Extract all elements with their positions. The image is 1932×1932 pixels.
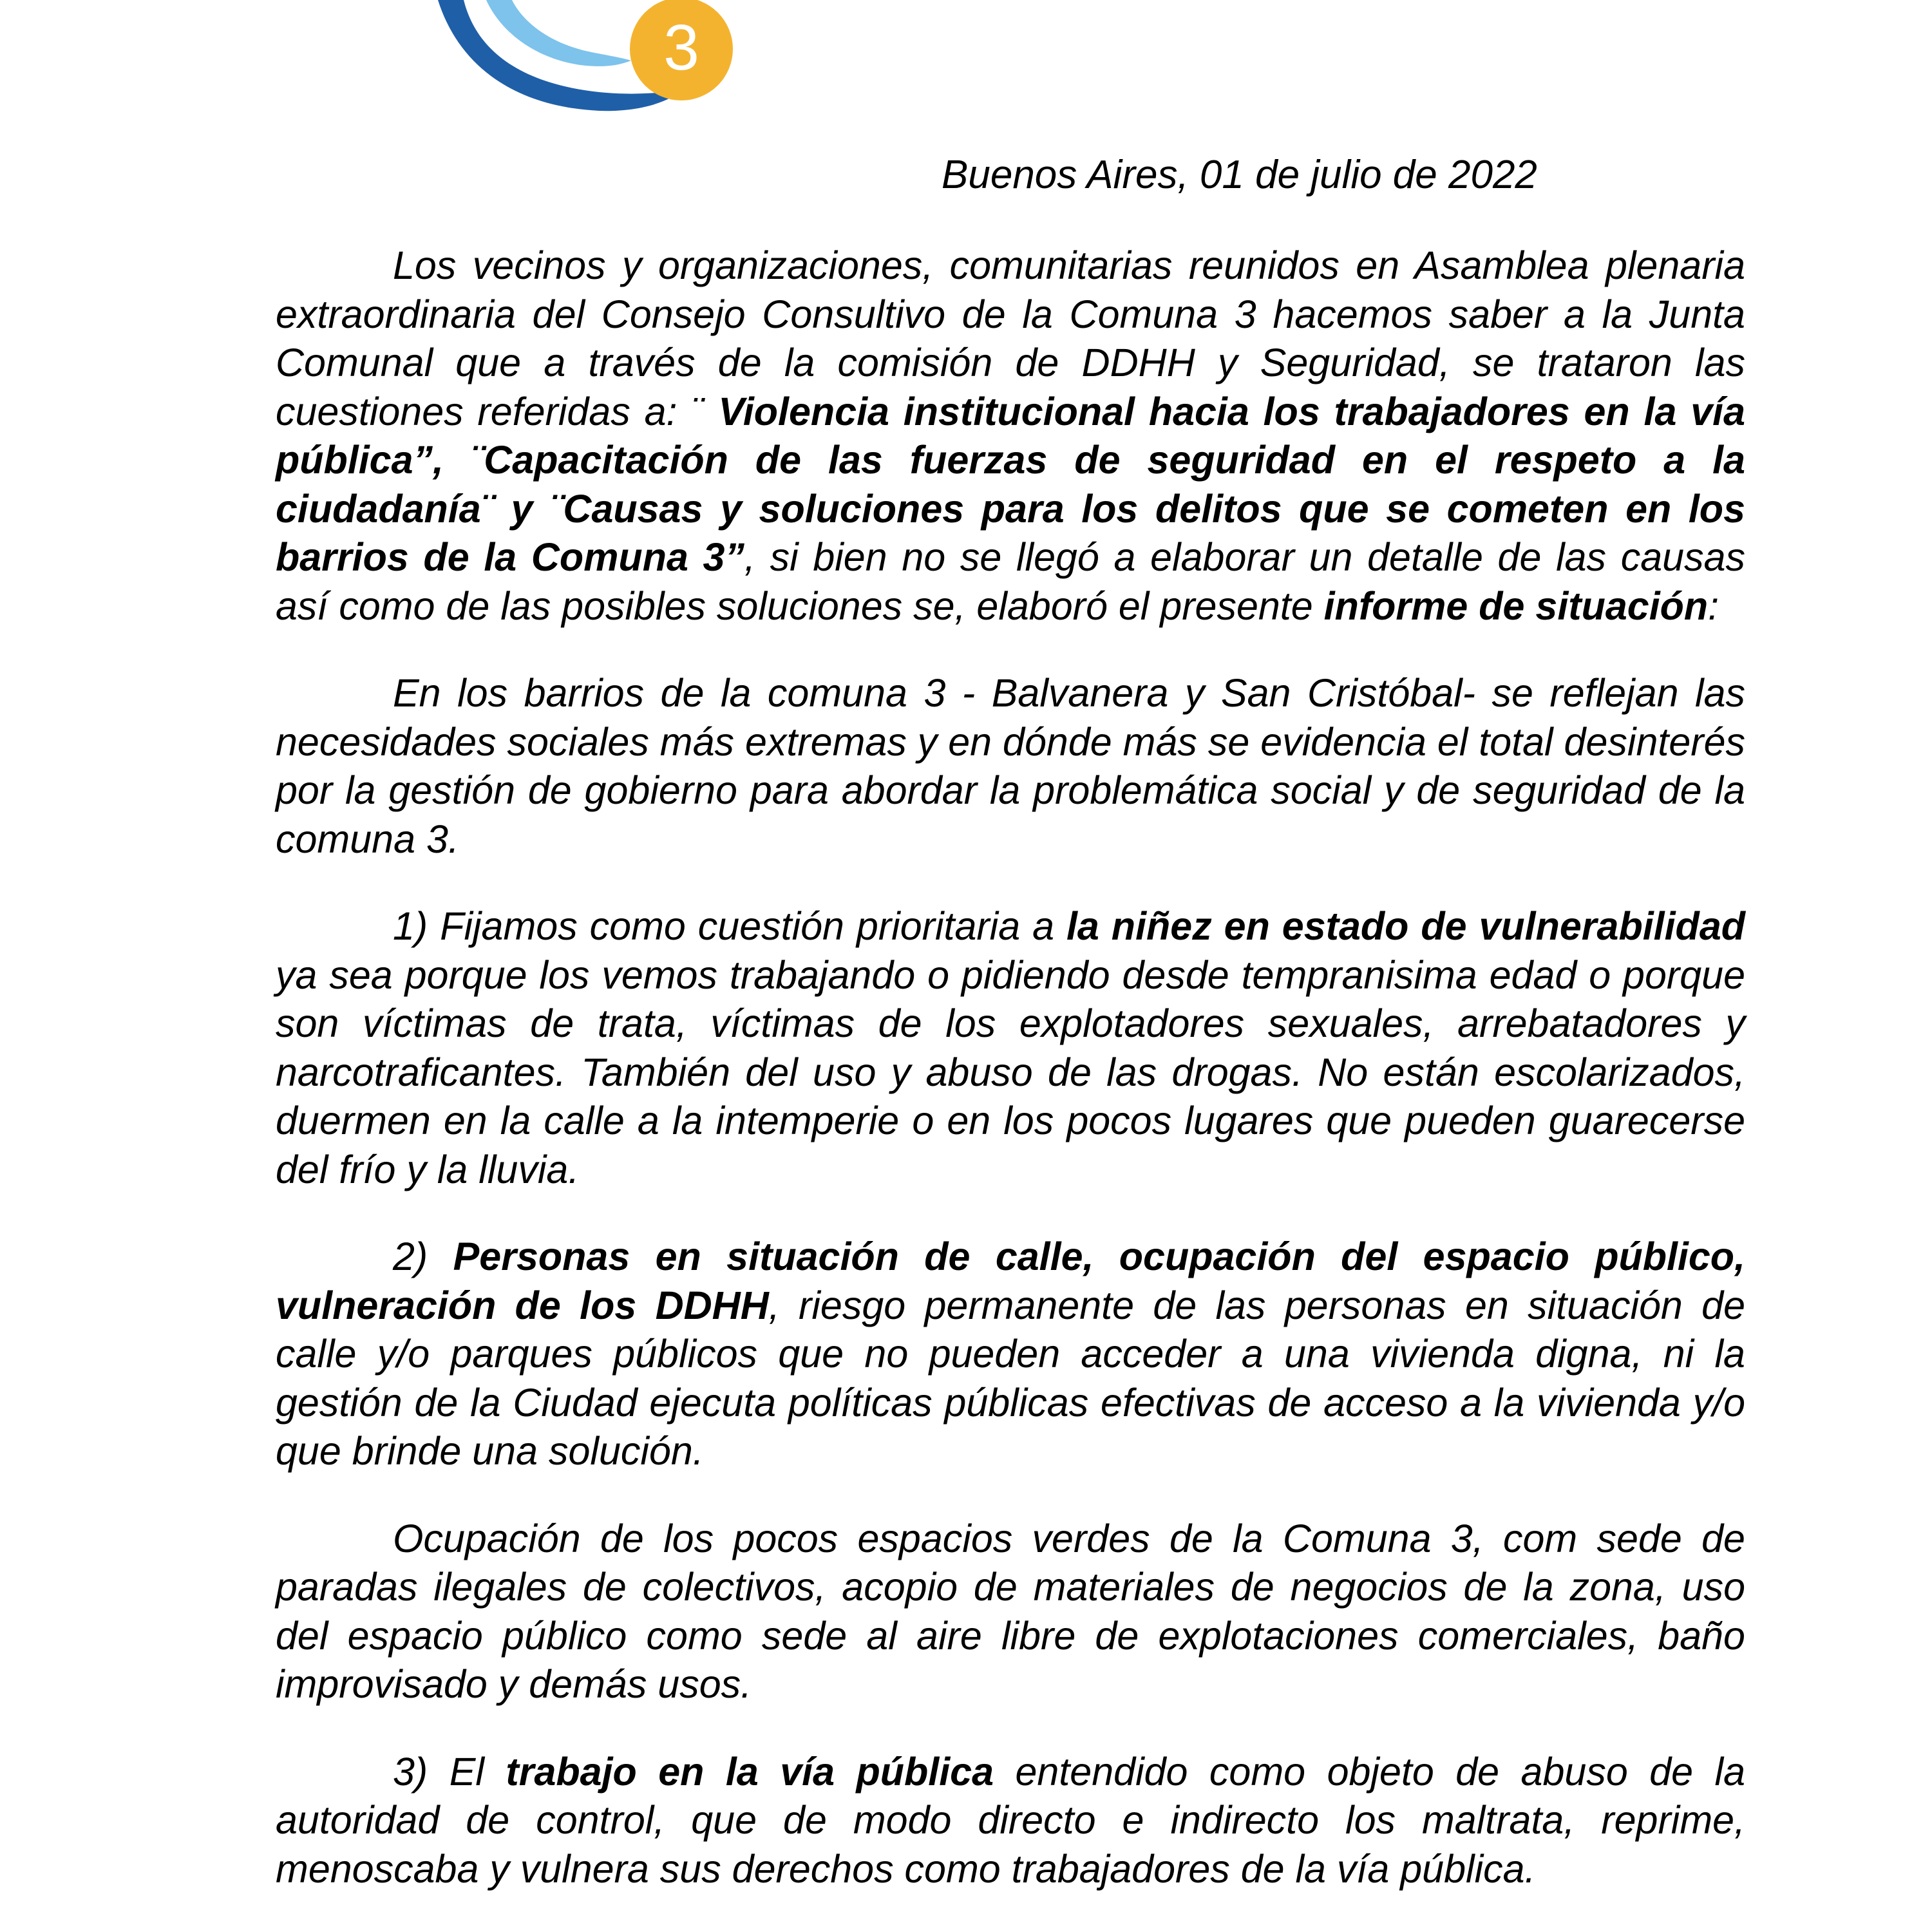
- paragraph-text: En los barrios de la comuna 3 - Balvanera y San Cristóbal- se reflejan las necesidades sociales más extremas y en dónde más se evidencia el total desinterés por la gestión de gobierno para abordar la problemática social y de seguridad de la comuna 3.: [276, 671, 1745, 861]
- bold-report-title: informe de situación: [1323, 583, 1709, 628]
- paragraph-text: Ocupación de los pocos espacios verdes de la Comuna 3, com sede de paradas ilegales de colectivos, acopio de materiales de negocios de la zona, uso del espacio público como sede al aire libre de explotaciones comerciales, baño improvisado y demás usos.: [276, 1516, 1745, 1706]
- paragraph-text: ya sea porque los vemos trabajando o pidiendo desde tempranisima edad o porque son víctimas de trata, víctimas de los explotadores sexuales, arrebatadores y narcotraficantes. También del uso y abuso de las drogas. No están escolarizados, duermen en la calle a la intemperie o en los pocos lugares que pueden guarecerse del frío y la lluvia.: [276, 952, 1745, 1191]
- paragraph-item-2: [276, 1233, 1745, 1476]
- paragraph-text: 2): [393, 1235, 453, 1278]
- paragraph-item-3: [276, 1748, 1745, 1894]
- paragraph-intro: [276, 242, 1745, 630]
- bold-item-title: la niñez en estado de vulnerabilidad: [1066, 904, 1745, 948]
- paragraph-text: :: [1708, 583, 1719, 628]
- paragraph-item-1: [276, 902, 1745, 1194]
- bold-topics: Violencia institucional hacia los trabajadores en la vía pública”, ¨Capacitación de las fuerzas de seguridad en el respeto a la ciudadanía¨ y ¨Causas y soluciones para los delitos que se cometen en los barrios de la Comuna 3”: [276, 389, 1745, 579]
- paragraph-text: , si bien no se llegó a elaborar un detalle de las causas así como de las posibles soluciones se, elaboró el presente: [276, 535, 1745, 628]
- paragraph-context: [276, 669, 1745, 864]
- paragraph-text: Los vecinos y organizaciones, comunitarias reunidos en Asamblea plenaria extraordinaria del Consejo Consultivo de la Comuna 3 hacemos saber a la Junta Comunal que a través de la comisión de DDHH y Seguridad, se trataron las cuestiones referidas a: ¨: [276, 243, 1745, 433]
- paragraph-green-spaces: [276, 1515, 1745, 1709]
- logo-number: 3: [663, 12, 699, 84]
- document-body: [276, 242, 1745, 1932]
- bold-item-title: Personas en situación de calle, ocupación del espacio público, vulneración de los DDHH: [276, 1235, 1746, 1327]
- bold-item-title: trabajo en la vía pública: [506, 1749, 994, 1794]
- paragraph-text: 3) El: [393, 1749, 506, 1794]
- logo-light-blue-swoosh: [486, 0, 631, 66]
- date-line: Buenos Aires, 01 de julio de 2022: [942, 153, 1537, 197]
- paragraph-text: , riesgo permanente de las personas en situación de calle y/o parques públicos que no pueden acceder a una vivienda digna, ni la gestión de la Ciudad ejecuta políticas públicas efectivas de acceso a la vivienda y/o que brinde una solución.: [276, 1283, 1745, 1473]
- paragraph-text: entendido como objeto de abuso de la autoridad de control, que de modo directo e indirecto los maltrata, reprime, menoscaba y vulnera sus derechos como trabajadores de la vía pública.: [276, 1749, 1745, 1891]
- comuna-3-logo: [425, 0, 734, 122]
- paragraph-text: 1) Fijamos como cuestión prioritaria a: [393, 904, 1066, 948]
